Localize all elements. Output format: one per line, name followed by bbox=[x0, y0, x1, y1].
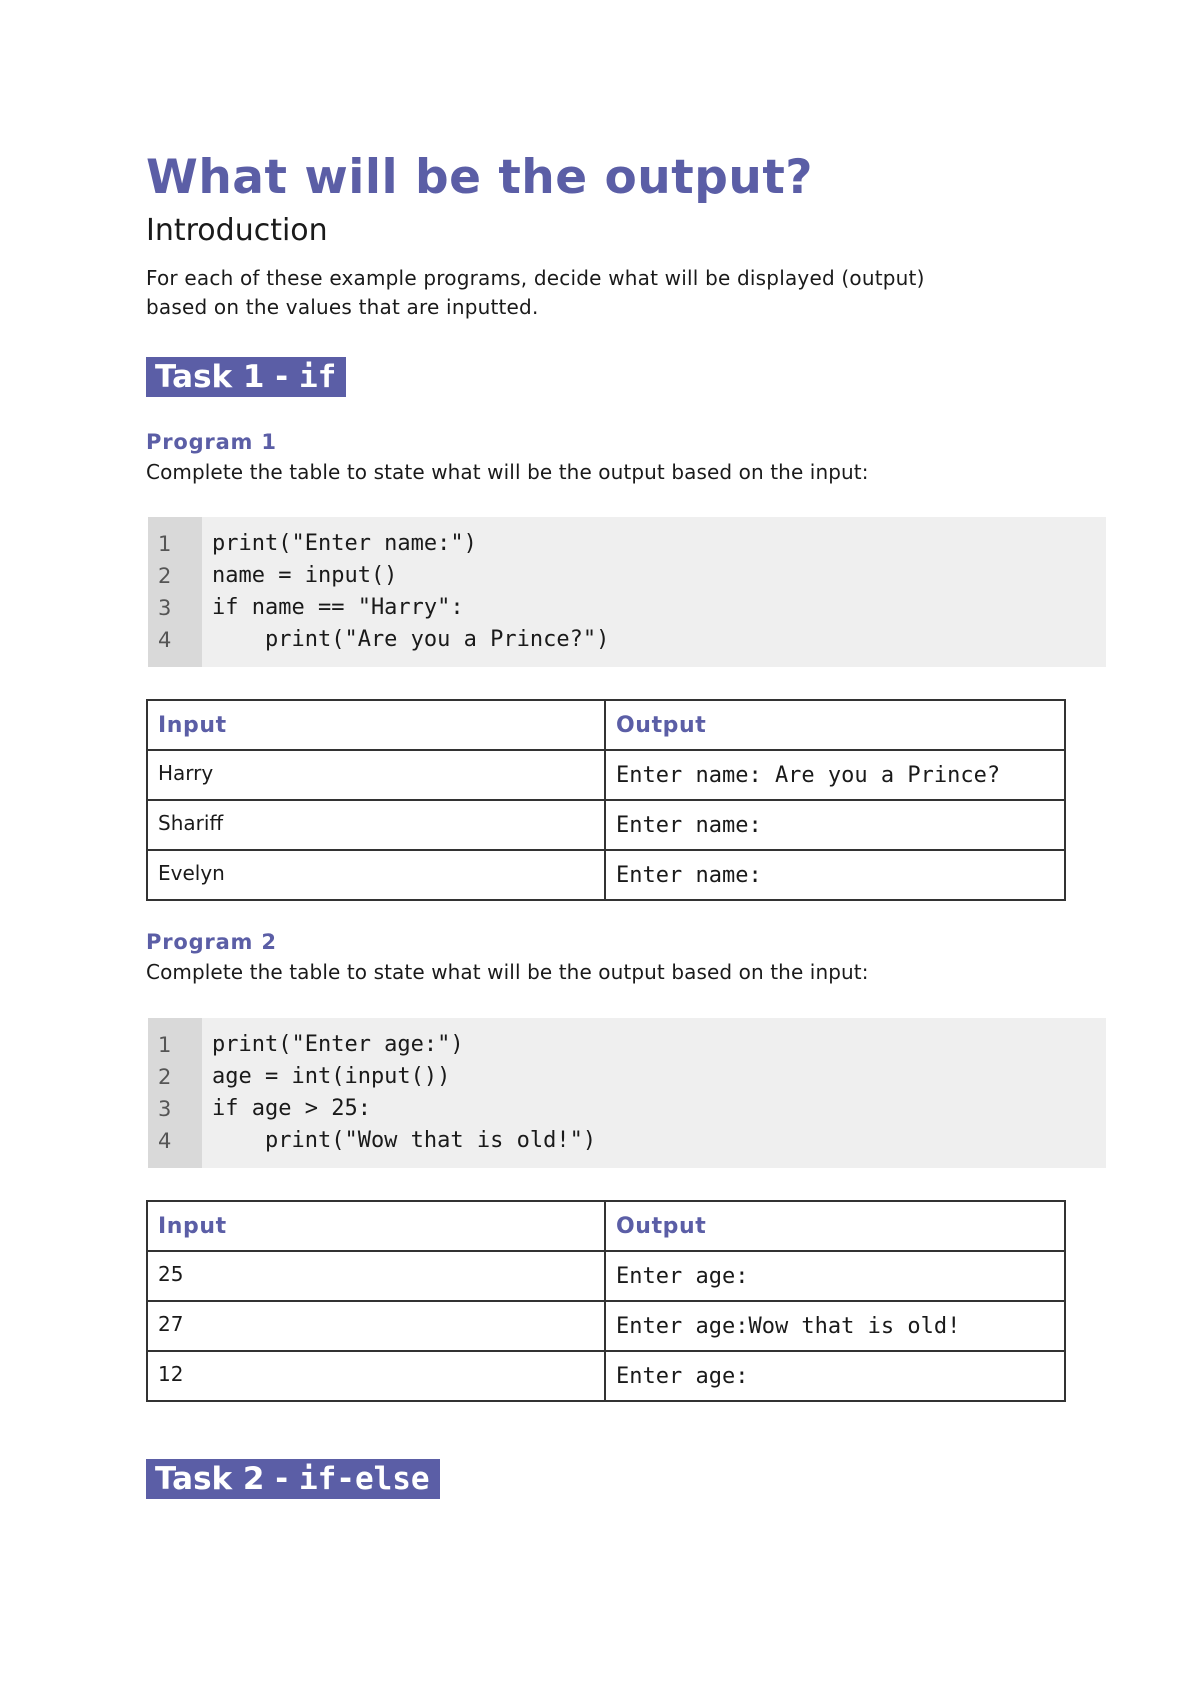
program-2-heading: Program 2 bbox=[146, 930, 277, 954]
input-column-header: Input bbox=[147, 700, 605, 750]
input-cell: 27 bbox=[147, 1301, 605, 1351]
introduction-heading: Introduction bbox=[146, 213, 328, 248]
code-line: if age > 25: bbox=[212, 1096, 371, 1121]
line-number: 4 bbox=[158, 628, 172, 652]
table-header-row bbox=[147, 700, 1065, 750]
line-number: 4 bbox=[158, 1129, 172, 1153]
program-1-io-table bbox=[146, 699, 1066, 901]
worksheet-page bbox=[146, 150, 1106, 1499]
task-2-heading bbox=[146, 1459, 440, 1499]
program-1-code bbox=[202, 517, 609, 667]
input-column-header: Input bbox=[147, 1201, 605, 1251]
code-line: print("Wow that is old!") bbox=[212, 1128, 597, 1153]
code-line: age = int(input()) bbox=[212, 1064, 451, 1089]
table-row bbox=[147, 800, 1065, 850]
output-column-header: Output bbox=[605, 700, 1065, 750]
task-1-heading-prefix: Task 1 - bbox=[155, 359, 299, 395]
program-2-code bbox=[202, 1018, 596, 1168]
code-line: name = input() bbox=[212, 563, 398, 588]
task-2-heading-keyword: if-else bbox=[298, 1461, 430, 1497]
program-2-io-table bbox=[146, 1200, 1066, 1402]
line-number: 3 bbox=[158, 1097, 172, 1121]
table-row bbox=[147, 750, 1065, 800]
table-header-row bbox=[147, 1201, 1065, 1251]
page-title: What will be the output? bbox=[146, 150, 814, 205]
output-cell[interactable]: Enter name: Are you a Prince? bbox=[605, 750, 1065, 800]
output-cell[interactable]: Enter age:Wow that is old! bbox=[605, 1301, 1065, 1351]
table-row bbox=[147, 1251, 1065, 1301]
input-cell: 25 bbox=[147, 1251, 605, 1301]
line-number: 1 bbox=[158, 1033, 172, 1057]
input-cell: Harry bbox=[147, 750, 605, 800]
input-cell: 12 bbox=[147, 1351, 605, 1401]
task-2-heading-wrapper bbox=[146, 1459, 1106, 1499]
line-number: 1 bbox=[158, 532, 172, 556]
introduction-text-line-2: based on the values that are inputted. bbox=[146, 295, 539, 319]
program-1-instruction: Complete the table to state what will be the output based on the input: bbox=[146, 460, 869, 484]
code-line: print("Are you a Prince?") bbox=[212, 627, 610, 652]
line-number: 2 bbox=[158, 1065, 172, 1089]
program-2-instruction: Complete the table to state what will be the output based on the input: bbox=[146, 960, 869, 984]
table-row bbox=[147, 1301, 1065, 1351]
input-cell: Evelyn bbox=[147, 850, 605, 900]
task-1-heading-wrapper bbox=[146, 357, 1106, 397]
program-2-code-block bbox=[148, 1018, 1106, 1168]
input-cell: Shariff bbox=[147, 800, 605, 850]
program-2-line-numbers bbox=[148, 1018, 202, 1168]
task-2-heading-prefix: Task 2 - bbox=[155, 1461, 299, 1497]
task-1-heading-keyword: if bbox=[298, 359, 337, 395]
program-1-heading: Program 1 bbox=[146, 430, 277, 454]
code-line: print("Enter name:") bbox=[212, 531, 477, 556]
code-line: if name == "Harry": bbox=[212, 595, 464, 620]
program-1-code-block bbox=[148, 517, 1106, 667]
output-cell[interactable]: Enter name: bbox=[605, 800, 1065, 850]
task-1-heading bbox=[146, 357, 346, 397]
table-row bbox=[147, 1351, 1065, 1401]
output-cell[interactable]: Enter name: bbox=[605, 850, 1065, 900]
line-number: 2 bbox=[158, 564, 172, 588]
table-row bbox=[147, 850, 1065, 900]
code-line: print("Enter age:") bbox=[212, 1032, 464, 1057]
output-cell[interactable]: Enter age: bbox=[605, 1351, 1065, 1401]
output-column-header: Output bbox=[605, 1201, 1065, 1251]
line-number: 3 bbox=[158, 596, 172, 620]
introduction-text-line-1: For each of these example programs, decide what will be displayed (output) bbox=[146, 266, 925, 290]
output-cell[interactable]: Enter age: bbox=[605, 1251, 1065, 1301]
program-1-line-numbers bbox=[148, 517, 202, 667]
program-1-section bbox=[146, 427, 1106, 901]
program-2-section bbox=[146, 927, 1106, 1402]
introduction-text bbox=[146, 264, 1106, 322]
